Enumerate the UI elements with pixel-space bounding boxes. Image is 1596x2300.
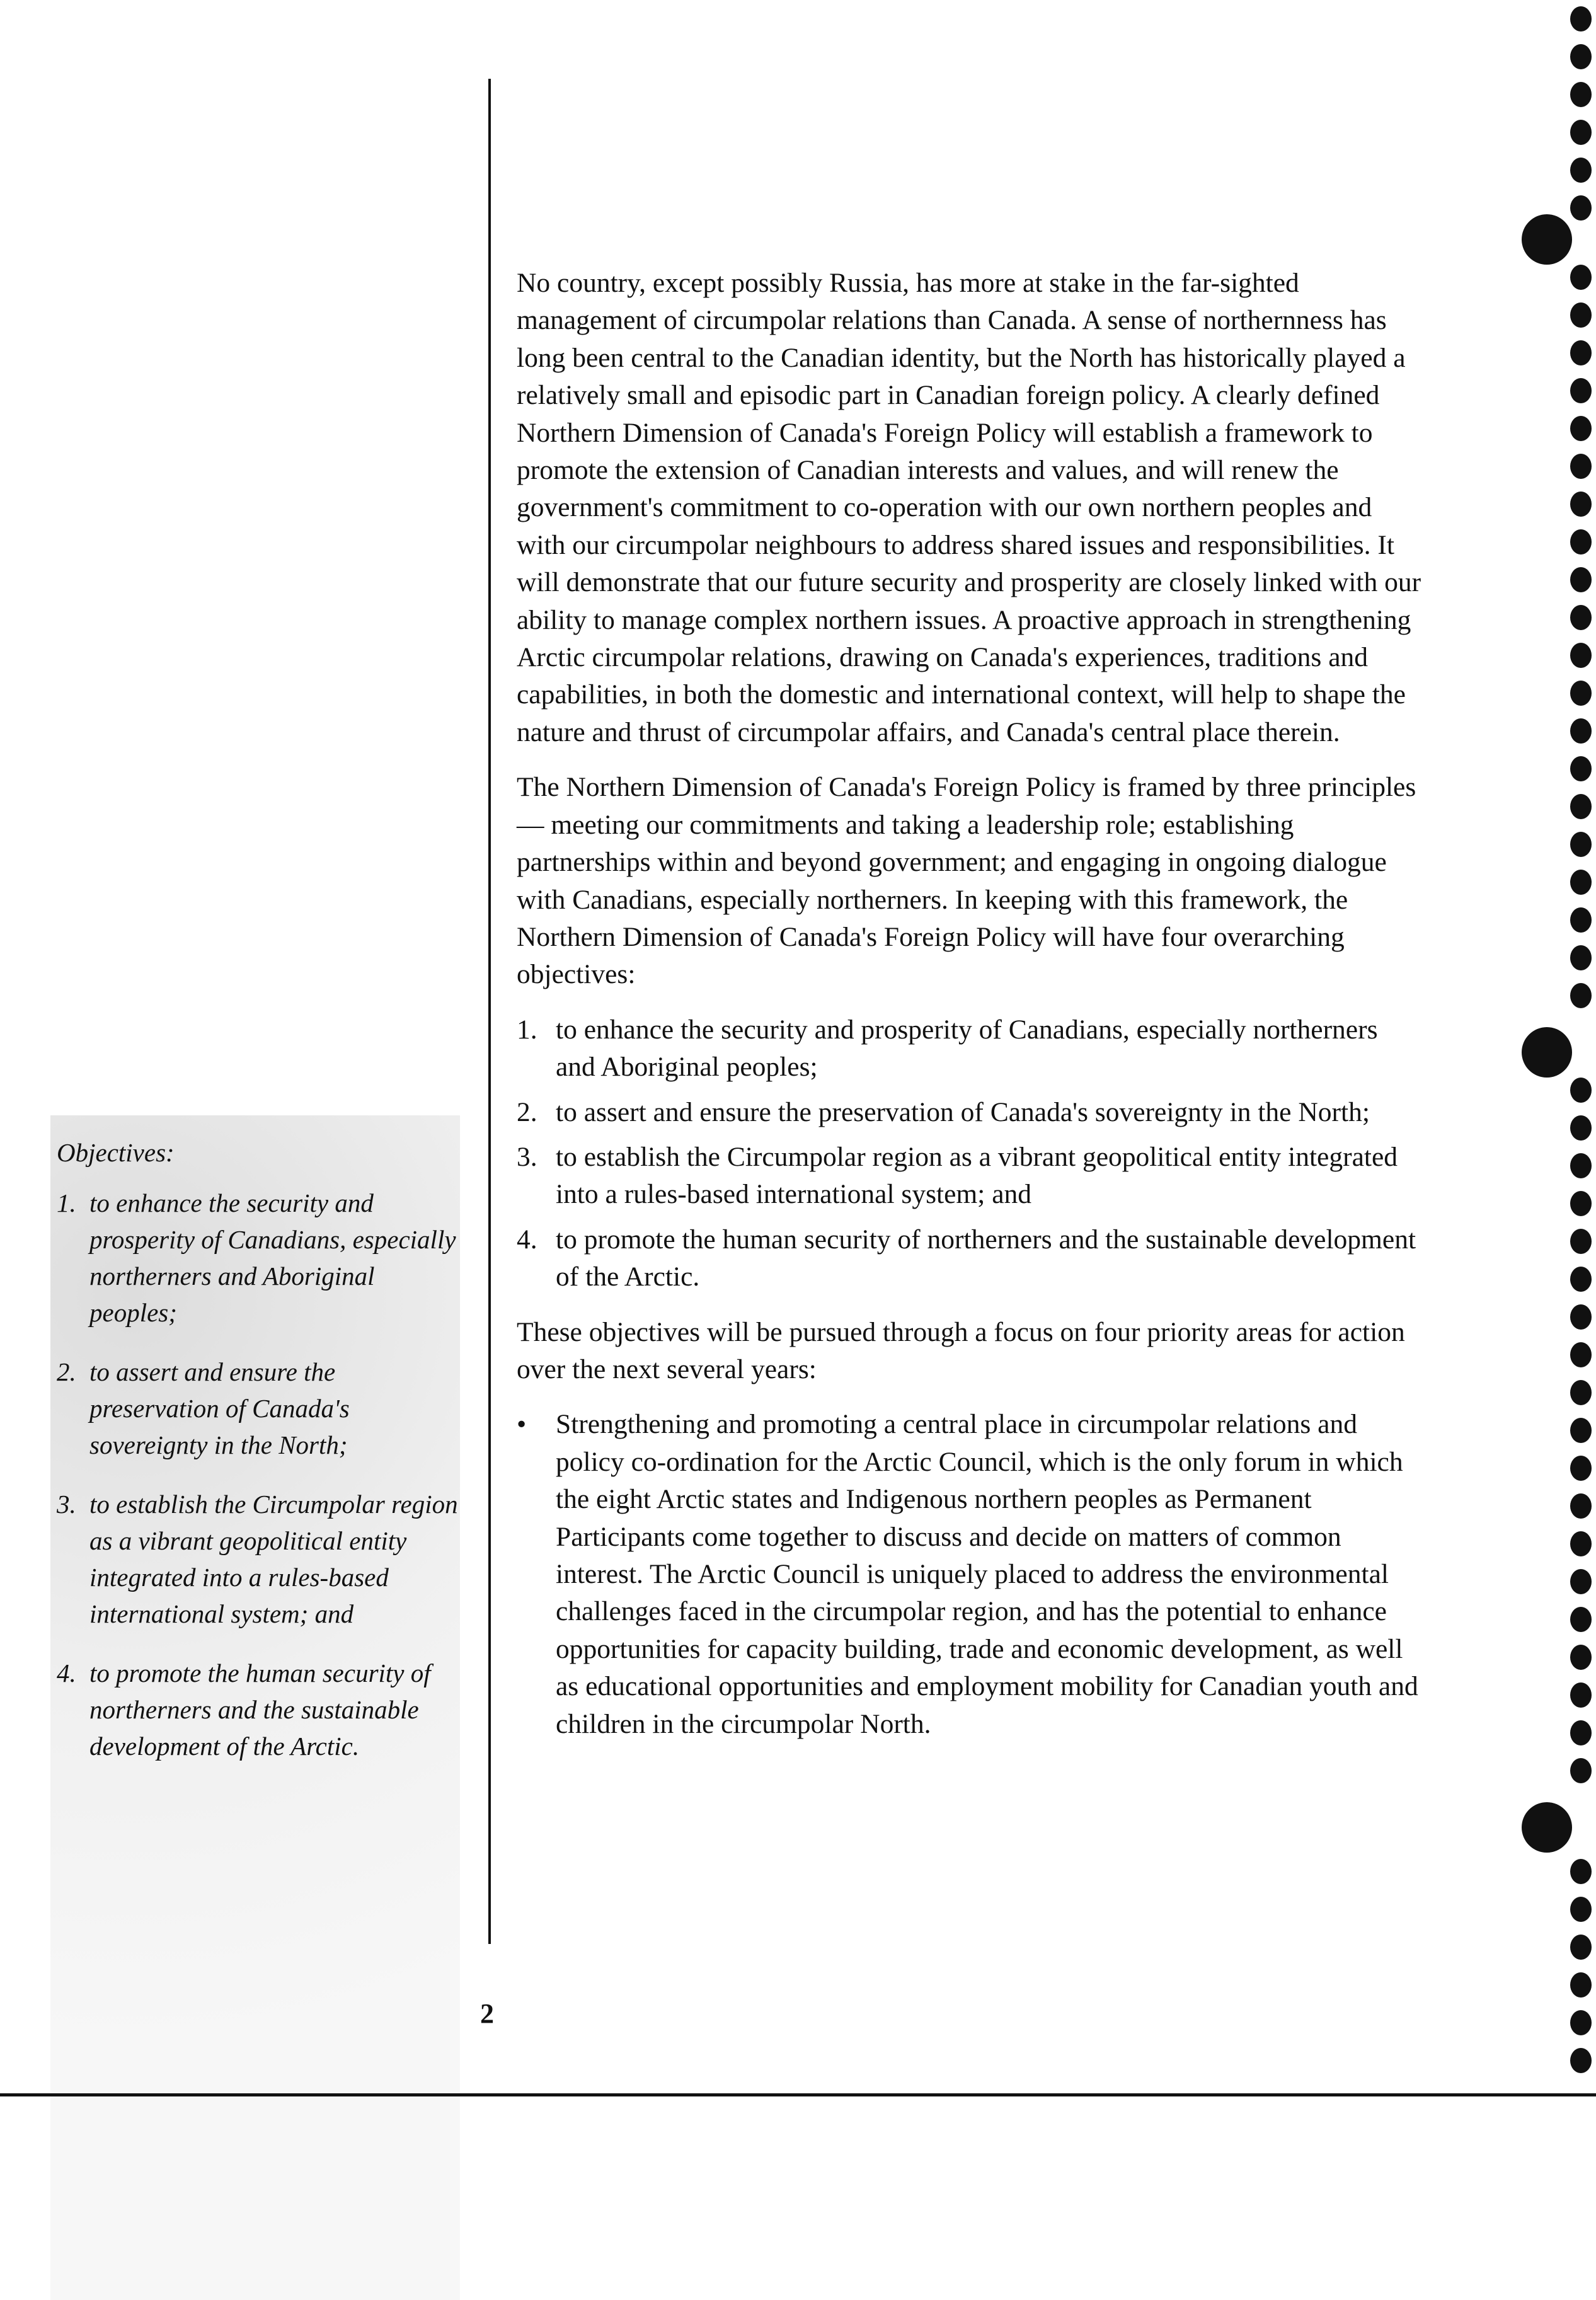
objective-text: to establish the Circumpolar region as a vibrant geopolitical entity integrated into a rules-based international system; and (556, 1141, 1398, 1210)
binding-hole (1570, 1972, 1592, 1998)
bullet-mark: • (517, 1409, 527, 1440)
sidebar-objective-item (57, 1185, 460, 1331)
binding-hole (1570, 1380, 1592, 1405)
binding-hole (1570, 302, 1592, 328)
binding-hole (1570, 718, 1592, 744)
column-divider (488, 79, 491, 1944)
binding-hole (1570, 605, 1592, 630)
binding-hole (1570, 1456, 1592, 1481)
binding-hole (1570, 529, 1592, 555)
objective-number: 4. (517, 1224, 537, 1255)
binding-hole (1570, 1531, 1592, 1556)
sidebar-objective-item (57, 1486, 460, 1632)
sidebar-heading: Objectives: (57, 1138, 175, 1167)
objectives-sidebar (57, 1134, 460, 1787)
binding-hole (1570, 907, 1592, 933)
binding-hole (1570, 1267, 1592, 1292)
binding-hole (1570, 1493, 1592, 1519)
sidebar-objective-number: 1. (57, 1188, 76, 1217)
objective-text: to promote the human security of northerners and the sustainable development of the Arctic. (556, 1224, 1416, 1292)
binding-hole (1570, 567, 1592, 592)
binding-hole (1570, 158, 1592, 183)
binding-hole (1570, 1897, 1592, 1922)
binding-hole (1570, 2010, 1592, 2035)
binding-hole (1570, 832, 1592, 857)
intro-paragraph: No country, except possibly Russia, has more at stake in the far-sighted management of circumpolar relations than Canada. A sense of northernness has long been central to the Canadian identity, but the North has historically played a relatively small and episodic part in Canadian foreign policy. A clearly defined Northern Dimension of Canada's Foreign Policy will establish a framework to promote the extension of Canadian interests and values, and will renew the government's commitment to co-operation with our own northern peoples and with our circumpolar neighbours to address shared issues and responsibilities. It will demonstrate that our future security and prosperity are closely linked with our ability to manage complex northern issues. A proactive approach in strengthening Arctic circumpolar relations, drawing on Canada's experiences, traditions and capabilities, in both the domestic and international context, will help to shape the nature and thrust of circumpolar affairs, and Canada's central place therein. (517, 268, 1421, 747)
binding-hole (1570, 1304, 1592, 1330)
binding-hole (1570, 1720, 1592, 1745)
objective-text: to assert and ensure the preservation of Canada's sovereignty in the North; (556, 1096, 1370, 1127)
binding-hole (1570, 1418, 1592, 1443)
binding-hole (1570, 1229, 1592, 1254)
binding-hole (1570, 983, 1592, 1008)
objectives-list (517, 1011, 1424, 1296)
binding-hole (1570, 643, 1592, 668)
binding-hole (1570, 454, 1592, 479)
page-number: 2 (480, 1998, 494, 2029)
page-bottom-edge (0, 2093, 1596, 2096)
binding-hole (1570, 1342, 1592, 1367)
binding-hole (1570, 82, 1592, 107)
sidebar-objectives-list (57, 1185, 460, 1764)
sidebar-objective-item (57, 1354, 460, 1463)
objective-number: 3. (517, 1141, 537, 1172)
bullet-text: Strengthening and promoting a central place in circumpolar relations and policy co-ordination for the Arctic Council, which is the only forum in which the eight Arctic states and Indigenous northern peoples as Permanent Participants come together to discuss and decide on matters of common interest. The Arctic Council is uniquely placed to address the environmental challenges faced in the circumpolar region, and has the potential to enhance opportunities for capacity building, trade and economic development, as well as educational opportunities and employment mobility for Canadian youth and children in the circumpolar North. (556, 1409, 1418, 1739)
binding-hole (1570, 492, 1592, 517)
binding-hole (1570, 1859, 1592, 1884)
principles-paragraph: The Northern Dimension of Canada's Foreign Policy is framed by three principles — meeting our commitments and taking a leadership role; establishing partnerships within and beyond government; and engaging in ongoing dialogue with Canadians, especially northerners. In keeping with this framework, the Northern Dimension of Canada's Foreign Policy will have four overarching objectives: (517, 772, 1416, 990)
binding-hole (1570, 340, 1592, 365)
binding-hole (1570, 1607, 1592, 1632)
objective-item (517, 1011, 1424, 1086)
priority-bullets (517, 1406, 1424, 1743)
binding-hole (1570, 870, 1592, 895)
binding-hole (1570, 794, 1592, 819)
binding-hole (1570, 945, 1592, 970)
binding-hole (1570, 2048, 1592, 2073)
sidebar-objective-text: to assert and ensure the preservation of Canada's sovereignty in the North; (89, 1357, 350, 1459)
objective-item (517, 1221, 1424, 1296)
binding-hole (1570, 1078, 1592, 1103)
objective-item (517, 1094, 1424, 1131)
binding-hole (1570, 681, 1592, 706)
binding-hole (1570, 756, 1592, 781)
binding-hole (1570, 1682, 1592, 1708)
objective-number: 1. (517, 1014, 537, 1045)
binding-hole (1570, 6, 1592, 32)
objective-item (517, 1139, 1424, 1214)
binding-hole (1570, 1115, 1592, 1141)
binding-hole (1570, 1935, 1592, 1960)
binding-hole (1570, 416, 1592, 441)
binding-holes (1556, 0, 1596, 2098)
binding-hole (1570, 1153, 1592, 1178)
sidebar-objective-text: to promote the human security of northerners and the sustainable development of the Arctic. (89, 1659, 431, 1761)
priority-areas-paragraph: These objectives will be pursued through a focus on four priority areas for action over the next several years: (517, 1316, 1405, 1384)
binding-hole (1570, 1645, 1592, 1670)
binding-clip (1522, 214, 1572, 265)
objective-number: 2. (517, 1096, 537, 1127)
sidebar-objective-number: 2. (57, 1357, 76, 1386)
binding-hole (1570, 44, 1592, 69)
priority-bullet-item (517, 1406, 1424, 1743)
binding-hole (1570, 265, 1592, 290)
binding-hole (1570, 378, 1592, 403)
objective-text: to enhance the security and prosperity of Canadians, especially northerners and Aboriginal peoples; (556, 1014, 1378, 1083)
binding-hole (1570, 1191, 1592, 1216)
binding-hole (1570, 1758, 1592, 1783)
binding-hole (1570, 195, 1592, 221)
binding-clip (1522, 1027, 1572, 1078)
sidebar-objective-number: 4. (57, 1659, 76, 1688)
sidebar-objective-number: 3. (57, 1490, 76, 1519)
binding-hole (1570, 120, 1592, 145)
sidebar-objective-item (57, 1655, 460, 1764)
sidebar-objective-text: to establish the Circumpolar region as a vibrant geopolitical entity integrated into a rules-based international system; and (89, 1490, 458, 1628)
sidebar-objective-text: to enhance the security and prosperity of Canadians, especially northerners and Aboriginal peoples; (89, 1188, 456, 1327)
main-text-column (517, 265, 1424, 1743)
binding-hole (1570, 1569, 1592, 1594)
binding-clip (1522, 1802, 1572, 1853)
